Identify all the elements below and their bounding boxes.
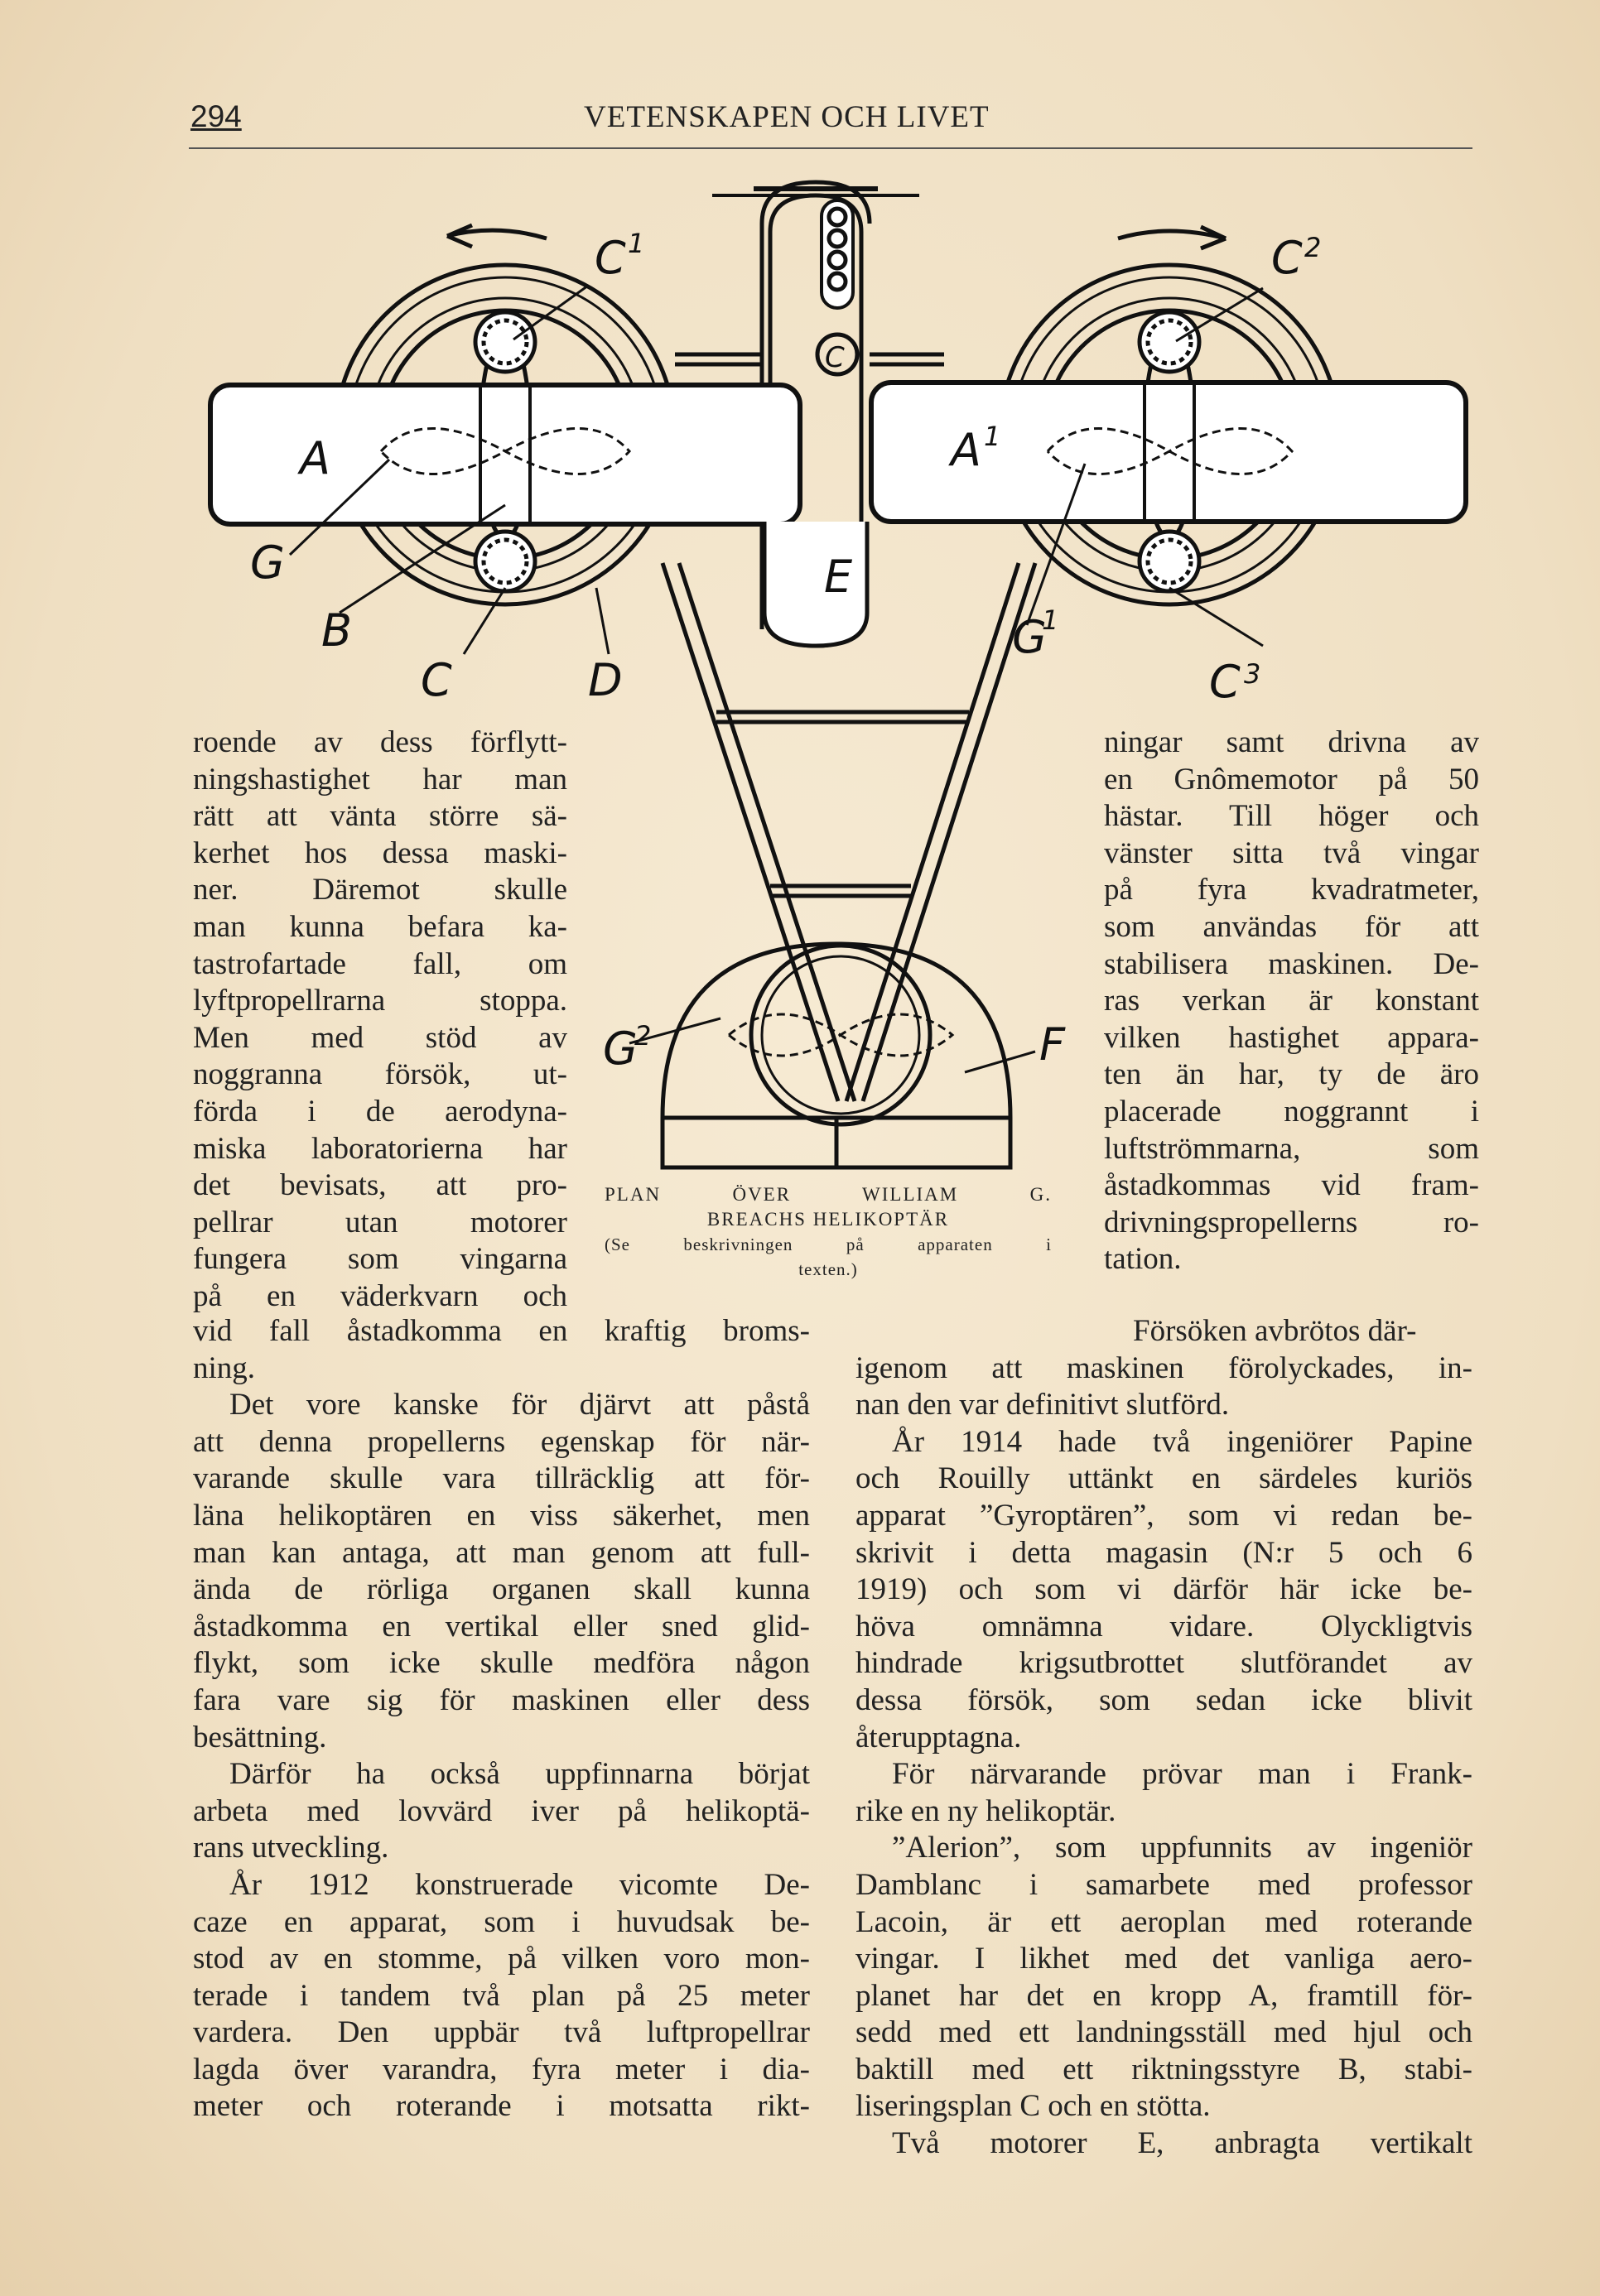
text-line: dessa försök, som sedan icke blivit (855, 1682, 1472, 1717)
text-line: noggranna försök, ut- (193, 1057, 567, 1092)
text-line: en Gnômemotor på 50 (1104, 762, 1479, 797)
caption-line: BREACHS HELIKOPTÄR (706, 1209, 950, 1230)
caption-line: (Se beskrivningen på apparaten i (605, 1235, 1052, 1254)
text-line: vid fall åstadkomma en kraftig broms- (193, 1314, 810, 1348)
text-line: åstadkommas vid fram- (1104, 1168, 1479, 1203)
text-line: ända de rörliga organen skall kunna (193, 1572, 810, 1607)
label-b: B (321, 604, 353, 657)
text-line: åstadkomma en vertikal eller sned glid- (193, 1609, 810, 1644)
text-line: stod av en stomme, på vilken voro mon- (193, 1942, 810, 1976)
text-line: återupptagna. (855, 1720, 1022, 1754)
label-g2: G (603, 1023, 638, 1075)
text-line: ras verkan är konstant (1104, 984, 1479, 1018)
text-line: Damblanc i samarbete med professor (855, 1867, 1472, 1902)
text-line: tation. (1104, 1242, 1182, 1277)
text-line: År 1914 hade två ingeniörer Papine (892, 1424, 1472, 1459)
text-line: miska laboratorierna har (193, 1131, 567, 1166)
text-line: meter och roterande i motsatta rikt- (193, 2089, 810, 2124)
text-line: baktill med ett riktningsstyre B, stabi- (855, 2052, 1472, 2087)
text-line: kerhet hos dessa maski- (193, 835, 567, 870)
text-line: Därför ha också uppfinnarna börjat (229, 1757, 810, 1792)
text-line: ningshastighet har man (193, 762, 567, 797)
caption-line: texten.) (798, 1259, 858, 1279)
text-line: fungera som vingarna (193, 1242, 567, 1277)
text-line: på fyra kvadratmeter, (1104, 873, 1479, 907)
text-line: roende av dess förflytt- (193, 725, 567, 759)
text-line: pellrar utan motorer (193, 1205, 567, 1239)
text-column-left-lower (193, 1313, 810, 2125)
label-c3-sup: 3 (1244, 658, 1261, 690)
text-line: För närvarande prövar man i Frank- (892, 1757, 1472, 1792)
label-g1: G (1012, 611, 1047, 663)
text-line: förda i de aerodyna- (193, 1094, 567, 1129)
label-g2-sup: 2 (634, 1020, 652, 1052)
text-line: År 1912 konstruerade vicomte De- (229, 1867, 810, 1902)
label-c2: C (1271, 232, 1303, 284)
text-line: Lacoin, är ett aeroplan med roterande (855, 1904, 1472, 1939)
text-line: vingar. I likhet med det vanliga aero- (855, 1942, 1472, 1976)
label-g: G (250, 537, 285, 589)
text-line: ningar samt drivna av (1104, 725, 1479, 759)
figure-caption (605, 1182, 1052, 1282)
page-number: 294 (190, 99, 242, 133)
text-line: stabilisera maskinen. De- (1104, 946, 1479, 981)
text-line: Det vore kanske för djärvt att påstå (229, 1388, 810, 1422)
text-line: hästar. Till höger och (1104, 799, 1479, 834)
text-line: på en väderkvarn och (193, 1278, 567, 1313)
label-c: C (421, 654, 452, 706)
text-column-right-lower (855, 1313, 1472, 2163)
label-c2-sup: 2 (1304, 232, 1322, 263)
text-line: att denna propellerns egenskap för när- (193, 1424, 810, 1459)
text-line: igenom att maskinen förolyckades, in- (855, 1350, 1472, 1385)
text-line: ner. Däremot skulle (193, 873, 567, 907)
text-line: som användas för att (1104, 909, 1479, 944)
text-line: lyftpropellrarna stoppa. (193, 984, 567, 1018)
text-line: Försöken avbrötos där- (1133, 1314, 1417, 1348)
text-line: skrivit i detta magasin (N:r 5 och 6 (855, 1535, 1472, 1570)
text-line: ”Alerion”, som uppfunnits av ingeniör (892, 1831, 1472, 1865)
text-line: tastrofartade fall, om (193, 946, 567, 981)
label-g1-sup: 1 (1042, 604, 1059, 636)
text-line: 1919) och som vi därför här icke be- (855, 1572, 1472, 1607)
text-line: varande skulle vara tillräcklig att för- (193, 1461, 810, 1496)
text-line: terade i tandem två plan på 25 meter (193, 1978, 810, 2013)
text-line: vänster sitta två vingar (1104, 835, 1479, 870)
label-a1-sup: 1 (984, 421, 1001, 452)
text-line: nan den var definitivt slutförd. (855, 1388, 1230, 1422)
text-line: läna helikoptären en viss säkerhet, men (193, 1498, 810, 1533)
label-a: A (300, 432, 330, 484)
text-line: lagda över varandra, fyra meter i dia- (193, 2052, 810, 2087)
label-c-center: C (825, 341, 845, 374)
label-c1: C (595, 232, 626, 284)
text-line: ten än har, ty de äro (1104, 1057, 1479, 1092)
text-line: besättning. (193, 1720, 327, 1754)
text-line: hindrade krigsutbrottet slutförandet av (855, 1646, 1472, 1681)
caption-line: PLAN ÖVER WILLIAM G. (605, 1184, 1052, 1205)
text-line: apparat ”Gyroptären”, som vi redan be- (855, 1498, 1472, 1533)
text-line: drivningspropellerns ro- (1104, 1205, 1479, 1239)
text-column-left-upper (193, 724, 567, 1316)
label-c1-sup: 1 (628, 228, 645, 259)
text-line: höva omnämna vidare. Olyckligtvis (855, 1609, 1472, 1644)
header-rule (189, 147, 1472, 149)
label-c3: C (1209, 656, 1241, 708)
text-line: man kunna befara ka- (193, 909, 567, 944)
text-line: rans utveckling. (193, 1831, 389, 1865)
text-line: placerade noggrannt i (1104, 1094, 1479, 1129)
text-line: vardera. Den uppbär två luftpropellrar (193, 2015, 810, 2050)
text-column-right-upper (1104, 724, 1479, 1278)
label-a1: A (951, 424, 981, 476)
text-line: det bevisats, att pro- (193, 1168, 567, 1203)
text-line: flykt, som icke skulle medföra någon (193, 1646, 810, 1681)
text-line: rike en ny helikoptär. (855, 1793, 1116, 1828)
label-f: F (1039, 1018, 1066, 1071)
text-line: caze en apparat, som i huvudsak be- (193, 1904, 810, 1939)
text-line: arbeta med lovvärd iver på helikoptä- (193, 1793, 810, 1828)
text-line: fara vare sig för maskinen eller dess (193, 1682, 810, 1717)
text-line: planet har det en kropp A, framtill för- (855, 1978, 1472, 2013)
text-line: ning. (193, 1350, 256, 1385)
running-title: VETENSKAPEN OCH LIVET (584, 100, 990, 134)
text-line: rätt att vänta större sä- (193, 799, 567, 834)
label-e: E (824, 551, 853, 603)
text-line: och Rouilly uttänkt en särdeles kuriös (855, 1461, 1472, 1496)
text-line: vilken hastighet appara- (1104, 1020, 1479, 1055)
text-line: Två motorer E, anbragta vertikalt (892, 2126, 1472, 2161)
text-line: Men med stöd av (193, 1020, 567, 1055)
text-line: liseringsplan C och en stötta. (855, 2089, 1211, 2124)
text-line: luftströmmarna, som (1104, 1131, 1479, 1166)
label-d: D (588, 654, 623, 706)
text-line: sedd med ett landningsställ med hjul och (855, 2015, 1472, 2050)
text-line: man kan antaga, att man genom att full- (193, 1535, 810, 1570)
